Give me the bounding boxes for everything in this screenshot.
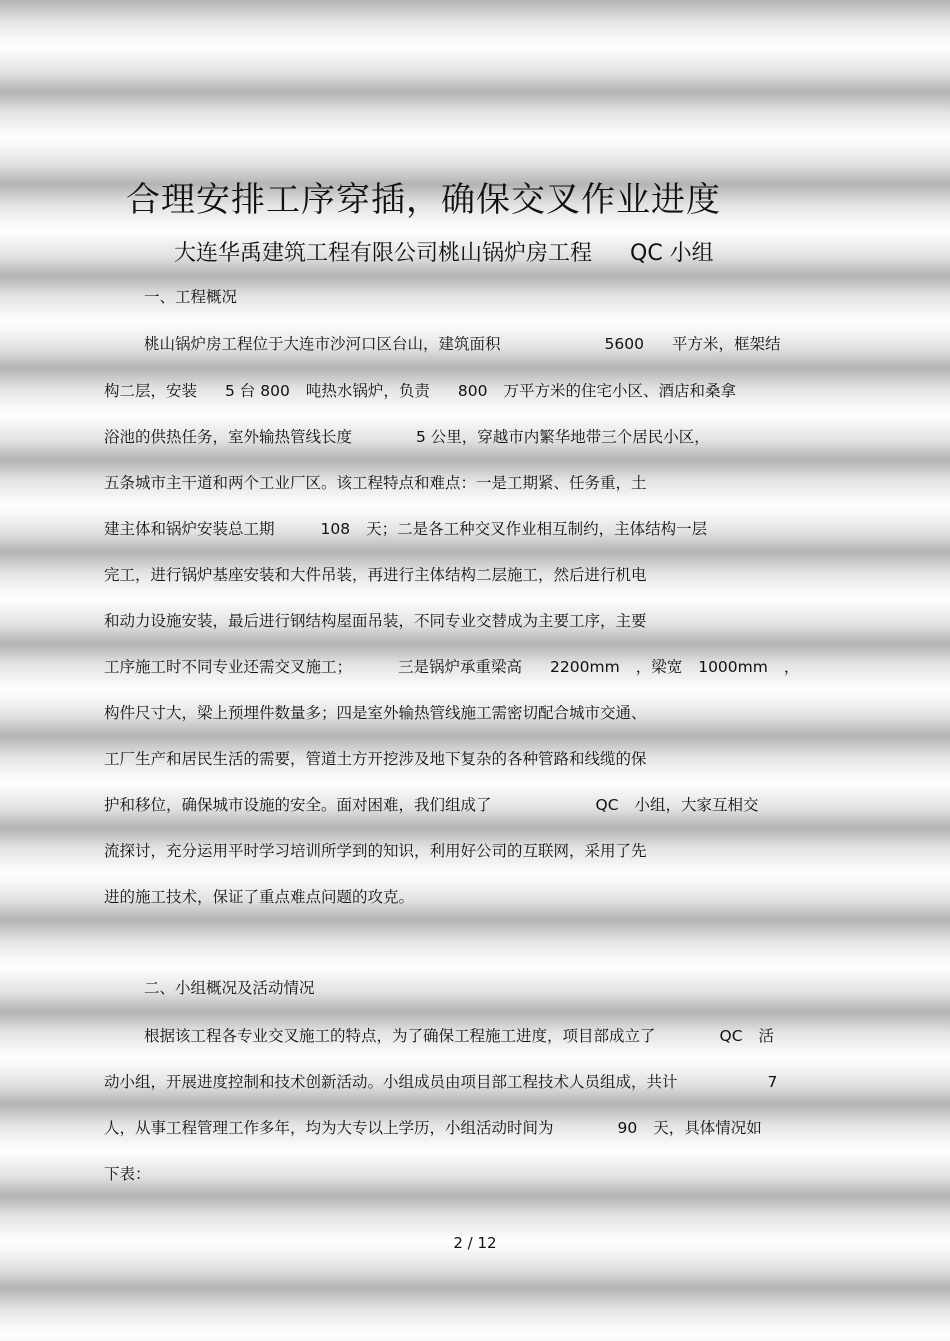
subtitle	[174, 236, 714, 267]
paragraph-line: 桃山锅炉房工程位于大连市沙河口区台山，建筑面积 5600 平方米，框架结	[144, 335, 781, 353]
paragraph-line: 根据该工程各专业交叉施工的特点，为了确保工程施工进度，项目部成立了 QC 活	[144, 1027, 775, 1045]
paragraph-line: 构件尺寸大，梁上预埋件数量多；四是室外输热管线施工需密切配合城市交通、	[104, 704, 647, 722]
paragraph-line: 五条城市主干道和两个工业厂区。该工程特点和难点：一是工期紧、任务重，土	[104, 474, 647, 492]
paragraph-line: 构二层，安装 5 台 800 吨热水锅炉，负责 800 万平方米的住宅小区、酒店和桑拿	[104, 382, 736, 400]
subtitle-org: 大连华禹建筑工程有限公司桃山锅炉房工程	[174, 241, 593, 266]
section-heading-overview: 一、工程概况	[144, 288, 238, 306]
paragraph-line: 工厂生产和居民生活的需要，管道土方开挖涉及地下复杂的各种管路和线缆的保	[104, 750, 647, 768]
paragraph-line: 建主体和锅炉安装总工期 108 天；二是各工种交叉作业相互制约，主体结构一层	[104, 520, 708, 538]
paragraph-line: 工序施工时不同专业还需交叉施工； 三是锅炉承重梁高 2200mm ，梁宽 1000mm ，	[104, 658, 800, 676]
paragraph-line: 下表：	[104, 1165, 151, 1183]
section-heading-group: 二、小组概况及活动情况	[144, 979, 315, 997]
subtitle-group: QC 小组	[630, 241, 714, 266]
page-number: 2 / 12	[453, 1234, 497, 1252]
paragraph-line: 进的施工技术，保证了重点难点问题的攻克。	[104, 888, 415, 906]
paragraph-line: 人，从事工程管理工作多年，均为大专以上学历，小组活动时间为 90 天，具体情况如	[104, 1119, 762, 1137]
paragraph-line: 和动力设施安装，最后进行钢结构屋面吊装，不同专业交替成为主要工序，主要	[104, 612, 647, 630]
paragraph-line: 浴池的供热任务，室外输热管线长度 5 公里，穿越市内繁华地带三个居民小区，	[104, 428, 710, 446]
paragraph-line: 流探讨，充分运用平时学习培训所学到的知识，利用好公司的互联网，采用了先	[104, 842, 647, 860]
paragraph-line: 护和移位，确保城市设施的安全。面对困难，我们组成了 QC 小组，大家互相交	[104, 796, 759, 814]
paragraph-line: 完工，进行锅炉基座安装和大件吊装，再进行主体结构二层施工，然后进行机电	[104, 566, 647, 584]
paragraph-line: 动小组，开展进度控制和技术创新活动。小组成员由项目部工程技术人员组成，共计 7	[104, 1073, 778, 1091]
page-title: 合理安排工序穿插，确保交叉作业进度	[126, 180, 721, 220]
